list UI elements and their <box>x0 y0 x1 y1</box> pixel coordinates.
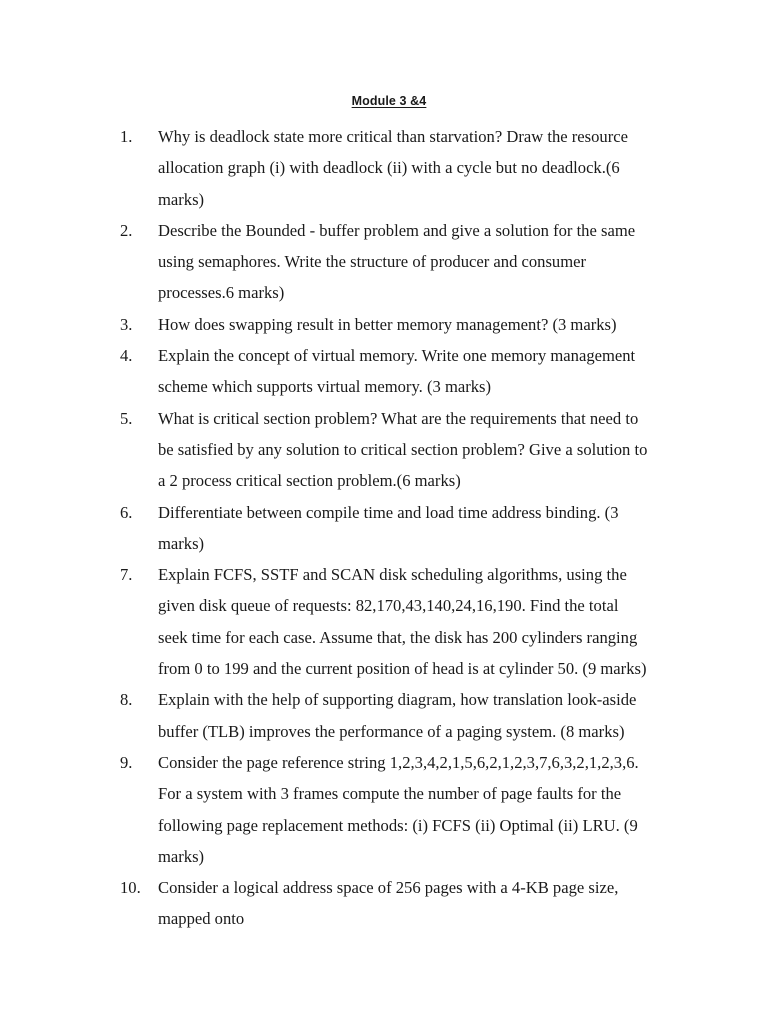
question-text-line: Consider a logical address space of 256 pages with a 4-KB page size, <box>158 878 619 898</box>
question-text-line: mapped onto <box>158 909 245 929</box>
question-text-line: seek time for each case. Assume that, the disk has 200 cylinders ranging <box>158 627 638 647</box>
question-list <box>0 121 768 935</box>
question-number: 9. <box>120 752 133 772</box>
question-text-line: Why is deadlock state more critical than starvation? Draw the resource <box>158 127 628 146</box>
question-text-line: be satisfied by any solution to critical section problem? Give a solution to <box>158 439 648 459</box>
question-text-line: scheme which supports virtual memory. (3 marks) <box>158 377 492 397</box>
question-text-line: marks) <box>158 189 205 209</box>
question-number: 2. <box>120 220 133 240</box>
page-title: Module 3 &4 <box>351 94 427 108</box>
question-number: 5. <box>120 408 133 428</box>
question-text-line: Explain the concept of virtual memory. Write one memory management <box>158 346 636 366</box>
question-text-line: Explain FCFS, SSTF and SCAN disk scheduling algorithms, using the <box>158 565 627 585</box>
question-number: 3. <box>120 314 133 334</box>
question-number: 8. <box>120 690 133 710</box>
question-text-line: following page replacement methods: (i) FCFS (ii) Optimal (ii) LRU. (9 <box>158 815 638 835</box>
question-item <box>0 340 768 403</box>
question-item <box>0 497 768 560</box>
question-item <box>0 684 768 747</box>
question-text-line: marks) <box>158 533 205 553</box>
question-text-line: Differentiate between compile time and load time address binding. (3 <box>158 502 619 522</box>
question-item <box>0 872 768 935</box>
question-number: 1. <box>120 127 133 146</box>
question-text-line: How does swapping result in better memory management? (3 marks) <box>158 314 617 334</box>
question-text-line: Consider the page reference string 1,2,3,4,2,1,5,6,2,1,2,3,7,6,3,2,1,2,3,6. <box>158 752 639 772</box>
question-text-line: marks) <box>158 846 205 866</box>
question-text-line: What is critical section problem? What are the requirements that need to <box>158 408 639 428</box>
question-text-line: using semaphores. Write the structure of producer and consumer <box>158 252 587 272</box>
question-number: 7. <box>120 565 133 585</box>
question-item <box>0 747 768 872</box>
question-item <box>0 403 768 497</box>
question-text-line: For a system with 3 frames compute the number of page faults for the <box>158 784 622 804</box>
question-text-line: processes.6 marks) <box>158 283 285 303</box>
question-text-line: allocation graph (i) with deadlock (ii) with a cycle but no deadlock.(6 <box>158 158 620 178</box>
question-item <box>0 215 768 309</box>
question-item <box>0 121 768 215</box>
question-number: 10. <box>120 878 141 898</box>
question-text-line: buffer (TLB) improves the performance of a paging system. (8 marks) <box>158 721 625 741</box>
question-item <box>0 309 768 340</box>
question-text-line: given disk queue of requests: 82,170,43,140,24,16,190. Find the total <box>158 596 619 616</box>
question-number: 4. <box>120 346 133 366</box>
question-text-line: Describe the Bounded - buffer problem and give a solution for the same <box>158 220 636 240</box>
question-item <box>0 559 768 684</box>
question-text-line: from 0 to 199 and the current position of head is at cylinder 50. (9 marks) <box>158 659 647 679</box>
question-text-line: Explain with the help of supporting diagram, how translation look-aside <box>158 690 637 710</box>
question-number: 6. <box>120 502 133 522</box>
question-text-line: a 2 process critical section problem.(6 marks) <box>158 471 461 491</box>
